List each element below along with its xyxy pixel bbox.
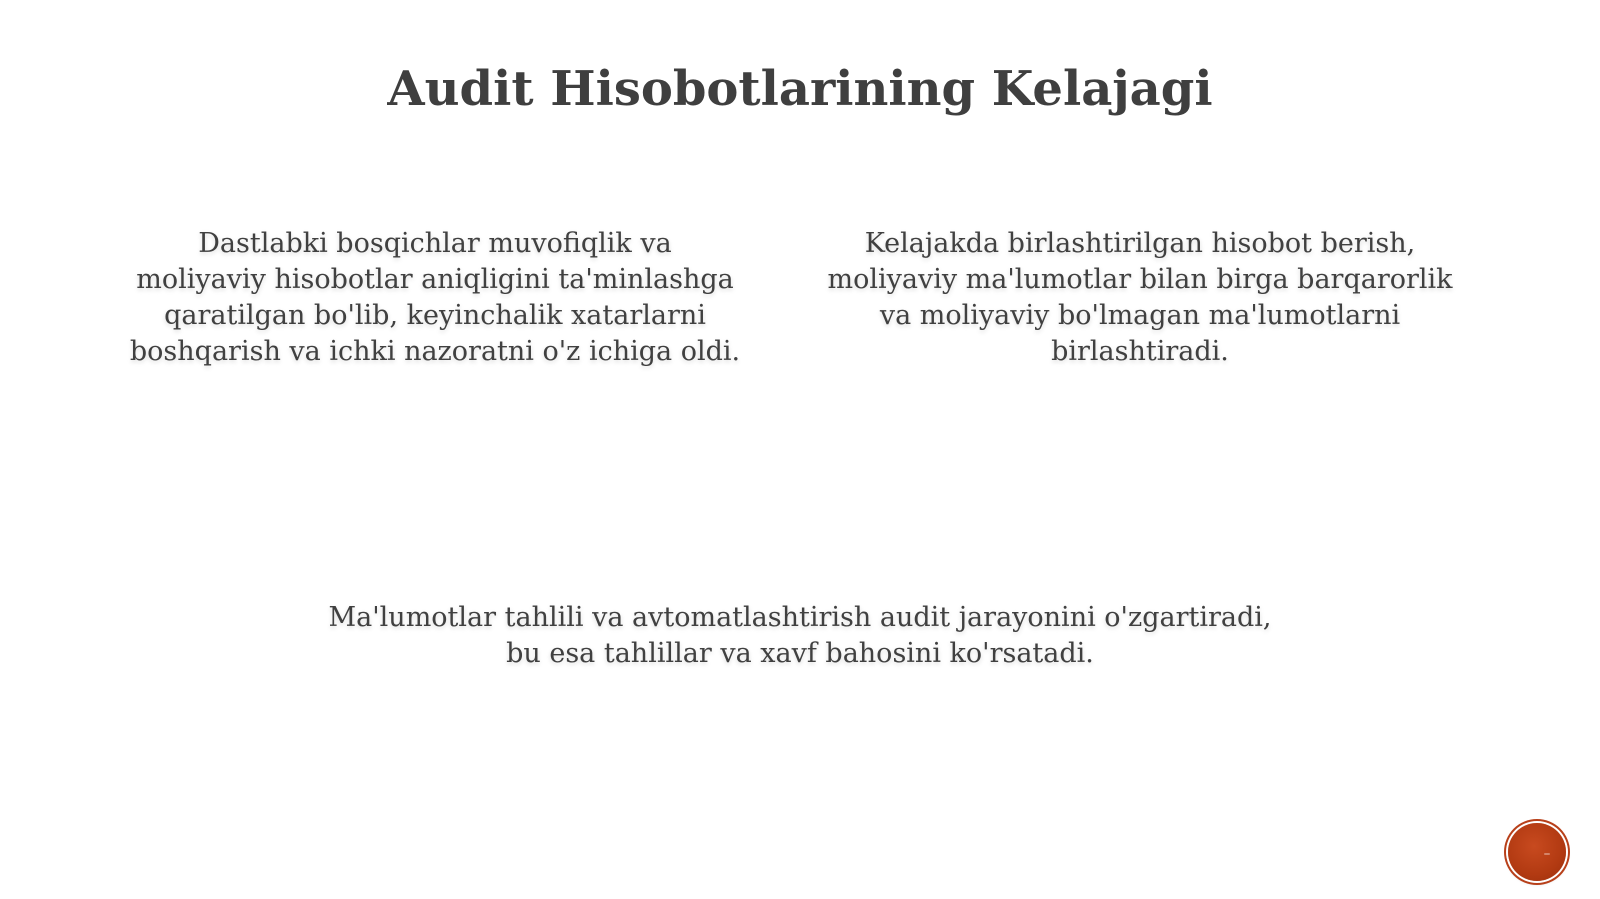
left-paragraph-line: moliyaviy hisobotlar aniqligini ta'minlashga [136, 264, 734, 295]
right-paragraph-line: moliyaviy ma'lumotlar bilan birga barqarorlik [827, 264, 1453, 295]
circle-nav-icon [1544, 853, 1550, 855]
right-paragraph-line: va moliyaviy bo'lmagan ma'lumotlarni [879, 300, 1401, 331]
left-paragraph-line: Dastlabki bosqichlar muvofiqlik va [198, 228, 672, 259]
left-paragraph-line: qaratilgan bo'lib, keyinchalik xatarlarni [164, 300, 706, 331]
bottom-paragraph [250, 600, 1350, 672]
right-paragraph [800, 226, 1480, 370]
right-paragraph-line: Kelajakda birlashtirilgan hisobot berish, [864, 228, 1416, 259]
left-paragraph [105, 226, 765, 370]
left-paragraph-line: boshqarish va ichki nazoratni o'z ichiga oldi. [129, 336, 741, 367]
right-paragraph-line: birlashtiradi. [1051, 336, 1229, 367]
bottom-paragraph-line: Ma'lumotlar tahlili va avtomatlashtirish audit jarayonini o'zgartiradi, [328, 602, 1272, 633]
slide-title: Audit Hisobotlarining Kelajagi [387, 61, 1213, 117]
slide-nav-button[interactable] [1508, 823, 1566, 881]
bottom-paragraph-line: bu esa tahlillar va xavf bahosini ko'rsatadi. [506, 638, 1094, 669]
